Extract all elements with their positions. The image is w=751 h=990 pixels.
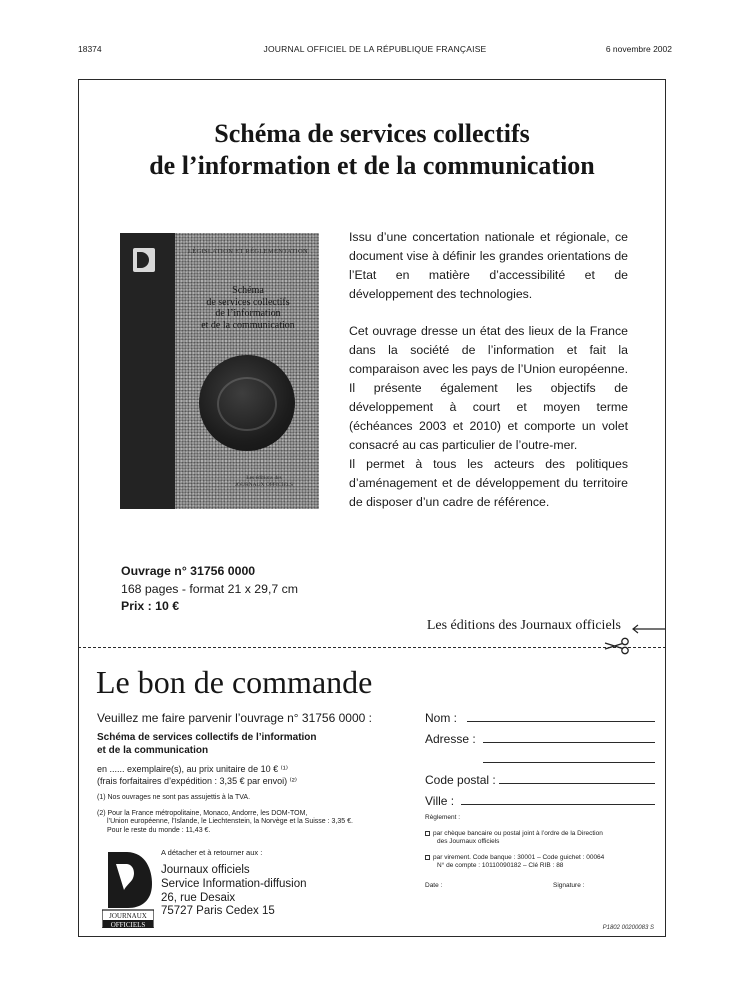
footnote-2-line: (2) Pour la France métropolitaine, Monaco, Andorre, les DOM-TOM, [97,809,308,817]
logo-text-line2: OFFICIELS [110,921,146,928]
cover-title-line: de l’information [215,308,281,319]
city-line[interactable] [461,804,655,805]
payment-option-cheque[interactable] [425,830,663,846]
cheque-line: par chèque bancaire ou postal joint à l’ordre de la Direction [433,830,603,837]
description-paragraph: Issu d’une concertation nationale et régionale, ce document vise à définir les grandes orientations de l’Etat en matière d’accessibilité et de développement des technologies. [349,230,628,301]
address-line: 26, rue Desaix [161,891,236,904]
book-cover-image [120,233,319,509]
postal-code-line[interactable] [499,783,655,784]
address-line: Journaux officiels [161,864,250,876]
city-label: Ville : [425,794,455,808]
order-intro: Veuillez me faire parvenir l’ouvrage n° 31756 0000 : [97,711,372,725]
advert-title [79,118,665,182]
issue-date: 6 novembre 2002 [605,44,672,54]
cover-series: LÉGISLATION ET RÉGLEMENTATION [188,248,308,255]
page-number: 18374 [78,44,102,54]
name-line[interactable] [467,721,655,722]
cover-publisher-line: JOURNAUX OFFICIELS [234,482,294,488]
order-shipping-line: (frais forfaitaires d’expédition : 3,35 € par envoi) ⁽²⁾ [97,776,298,786]
cover-side-strip [120,233,175,509]
date-signature-row [425,882,663,892]
book-description [349,228,628,512]
cheque-line: des Journaux officiels [437,838,500,845]
postal-code-label: Code postal : [425,773,496,787]
address-line: 75727 Paris Cedex 15 [161,905,275,918]
cover-title-line: Schéma [232,285,264,296]
payment-option-transfer[interactable] [425,854,663,870]
transfer-line: N° de compte : 10110090182 – Clé RIB : 88 [437,862,564,869]
arrow-left-icon [631,624,665,634]
address-label: Adresse : [425,732,476,746]
name-label: Nom : [425,711,458,725]
order-book-title-line1: Schéma de services collectifs de l’information [97,732,317,743]
cover-panel [175,233,319,509]
return-address [161,864,307,919]
footnote-2 [97,810,417,836]
signature-label[interactable]: Signature : [553,882,585,889]
advert-frame [78,79,666,937]
cover-title [181,285,315,331]
cheque-checkbox[interactable] [425,831,430,836]
advert-title-line2: de l’information et de la communication [149,151,595,180]
logo-text-line1: JOURNAUX [109,912,147,920]
description-paragraph: Il permet à tous les acteurs des politiques d’aménagement et de développement du territoire de disposer d’un cadre de référence. [349,457,628,509]
publisher-line: Les éditions des Journaux officiels [426,618,621,633]
payment-section [425,814,663,892]
order-details [97,711,417,835]
footnote-2-line: l’Union européenne, l’Islande, le Liechtenstein, la Norvège et la Suisse : 3,35 €. [107,818,353,825]
return-label: A détacher et à retourner aux : [161,848,263,857]
order-copies-line[interactable]: en ...... exemplaire(s), au prix unitaire de 10 € ⁽¹⁾ [97,764,289,774]
address-line: Service Information-diffusion [161,877,307,890]
footnote-1: (1) Nos ouvrages ne sont pas assujettis à la TVA. [97,794,251,801]
address-line-2[interactable] [483,762,655,763]
footnote-2-line: Pour le reste du monde : 11,43 €. [107,826,211,834]
cover-title-line: et de la communication [201,319,295,331]
cover-publisher-line: Les éditions des [246,475,282,481]
address-line-1[interactable] [483,742,655,743]
cover-logo-icon [133,248,155,272]
journal-title: JOURNAL OFFICIEL DE LA RÉPUBLIQUE FRANÇAISE [263,44,487,54]
cover-title-line: de services collectifs [206,296,290,308]
scissors-icon [603,637,631,655]
payment-heading: Règlement : [425,814,461,821]
description-paragraph: Cet ouvrage dresse un état des lieux de la France dans la société de l’information et fait la comparaison avec les pays de l’Union européenne. Il présente également les objectifs de développement à court et moyen terme (échéances 2003 et 2010) et comporte un volet consacré au cas particulier de l’outre-mer. [349,324,628,452]
product-info [121,563,298,616]
date-label[interactable]: Date : [425,882,443,889]
advert-title-line1: Schéma de services collectifs [214,119,530,148]
reference-code: P1802 00200083 S [602,925,654,931]
cover-publisher [225,475,303,489]
product-format: 168 pages - format 21 x 29,7 cm [121,581,299,596]
running-header [78,44,672,58]
product-reference: Ouvrage n° 31756 0000 [121,564,256,578]
product-price: Prix : 10 € [121,599,180,613]
order-form-title: Le bon de commande [96,664,373,700]
journaux-officiels-logo [102,850,154,928]
cover-emblem-icon [199,355,295,451]
transfer-line: par virement. Code banque : 30001 – Code guichet : 00064 [433,854,605,861]
cut-line [78,647,666,648]
transfer-checkbox[interactable] [425,855,430,860]
order-book-title-line2: et de la communication [97,745,209,756]
